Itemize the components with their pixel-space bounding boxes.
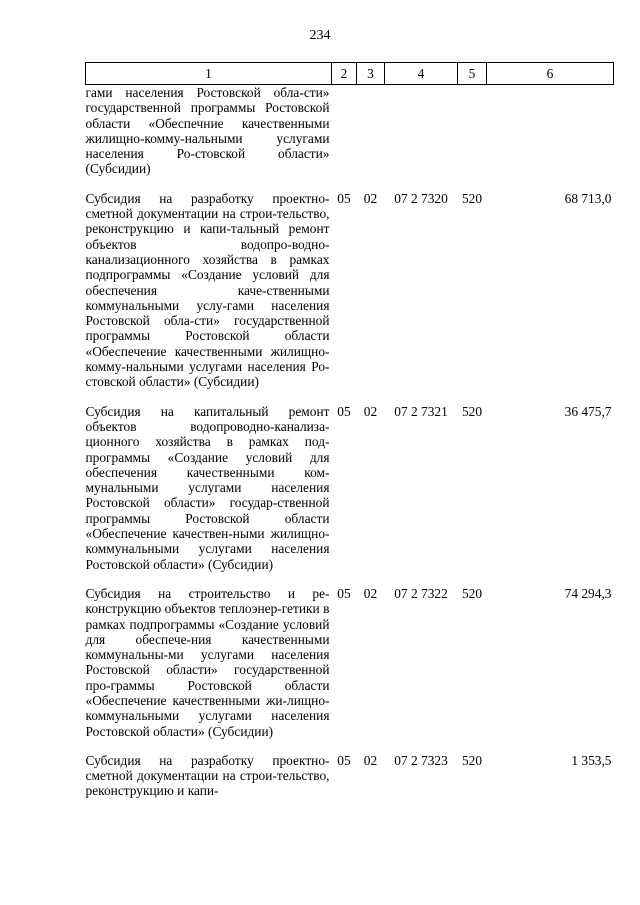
table-row [86,85,614,177]
header-col-3: 3 [357,63,385,85]
row-section: 05 [337,403,351,419]
row-target-article: 07 2 7320 [394,190,448,206]
page-number: 234 [309,28,331,43]
row-target-article [385,85,458,177]
header-col-4: 4 [385,63,458,85]
header-col-1: 1 [86,63,332,85]
row-description: гами населения Ростовской обла-сти» государственной программы Ростовской области «Обеспечние качественными жилищно-комму-нальными услугами населения Ро-стовской области» (Субсидии) [85,85,330,177]
header-col-2: 2 [332,63,357,85]
row-target-article: 07 2 7321 [394,403,448,419]
budget-table [85,62,614,799]
header-col-6: 6 [487,63,614,85]
row-subsection: 02 [363,403,378,419]
row-section: 05 [337,752,351,768]
row-expense-type: 520 [461,403,483,419]
row-section: 05 [337,585,351,601]
row-target-article: 07 2 7323 [394,752,448,768]
row-description: Субсидия на разработку проектно-сметной документации на строи-тельство, реконструкцию и капи-тальный ремонт объектов водопро-водно-канализационного хозяйства в рамках подпрограммы «Создание условий для обеспечения каче-ственными коммунальными услу-гами населения Ростовской обла-сти» государственной программы Ростовской области «Обеспечение качественными жилищно-комму-нальными услугами населения Ро-стовской области» (Субсидии) [85,190,330,390]
row-amount: 74 294,3 [564,585,612,601]
row-amount [487,85,614,177]
row-description: Субсидия на капитальный ремонт объектов водопроводно-канализа-ционного хозяйства в рамках под-программы «Создание условий для обеспечения качественными ком-мунальными услугами населения Ростовской области» государ-ственной программы Ростовской области «Обеспечение качествен-ными жилищно-коммунальными услугами населения Ростовской области» (Субсидии) [85,403,330,572]
row-description: Субсидия на разработку проектно-сметной документации на строи-тельство, реконструкцию и капи- [85,752,330,799]
row-amount: 68 713,0 [564,190,612,206]
row-expense-type: 520 [461,190,483,206]
table-row [86,390,614,572]
table-row [86,177,614,390]
row-subsection: 02 [363,752,378,768]
row-section: 05 [337,190,351,206]
table-row [86,572,614,739]
row-expense-type: 520 [461,585,483,601]
row-subsection [357,85,385,177]
header-col-5: 5 [458,63,487,85]
table-row [86,739,614,799]
row-target-article: 07 2 7322 [394,585,448,601]
table-header-row [86,63,614,85]
row-amount: 36 475,7 [564,403,612,419]
row-section [332,85,357,177]
row-description: Субсидия на строительство и ре-конструкцию объектов теплоэнер-гетики в рамках подпрограммы «Создание условий для обеспече-ния качественными коммунальны-ми услугами населения Ростовской области» государственной про-граммы Ростовской области «Обеспечение качественными жи-лищно-коммунальными услугами населения Ростовской области» (Субсидии) [85,585,330,739]
row-subsection: 02 [363,190,378,206]
row-expense-type [458,85,487,177]
row-subsection: 02 [363,585,378,601]
row-expense-type: 520 [461,752,483,768]
row-amount: 1 353,5 [571,752,612,768]
